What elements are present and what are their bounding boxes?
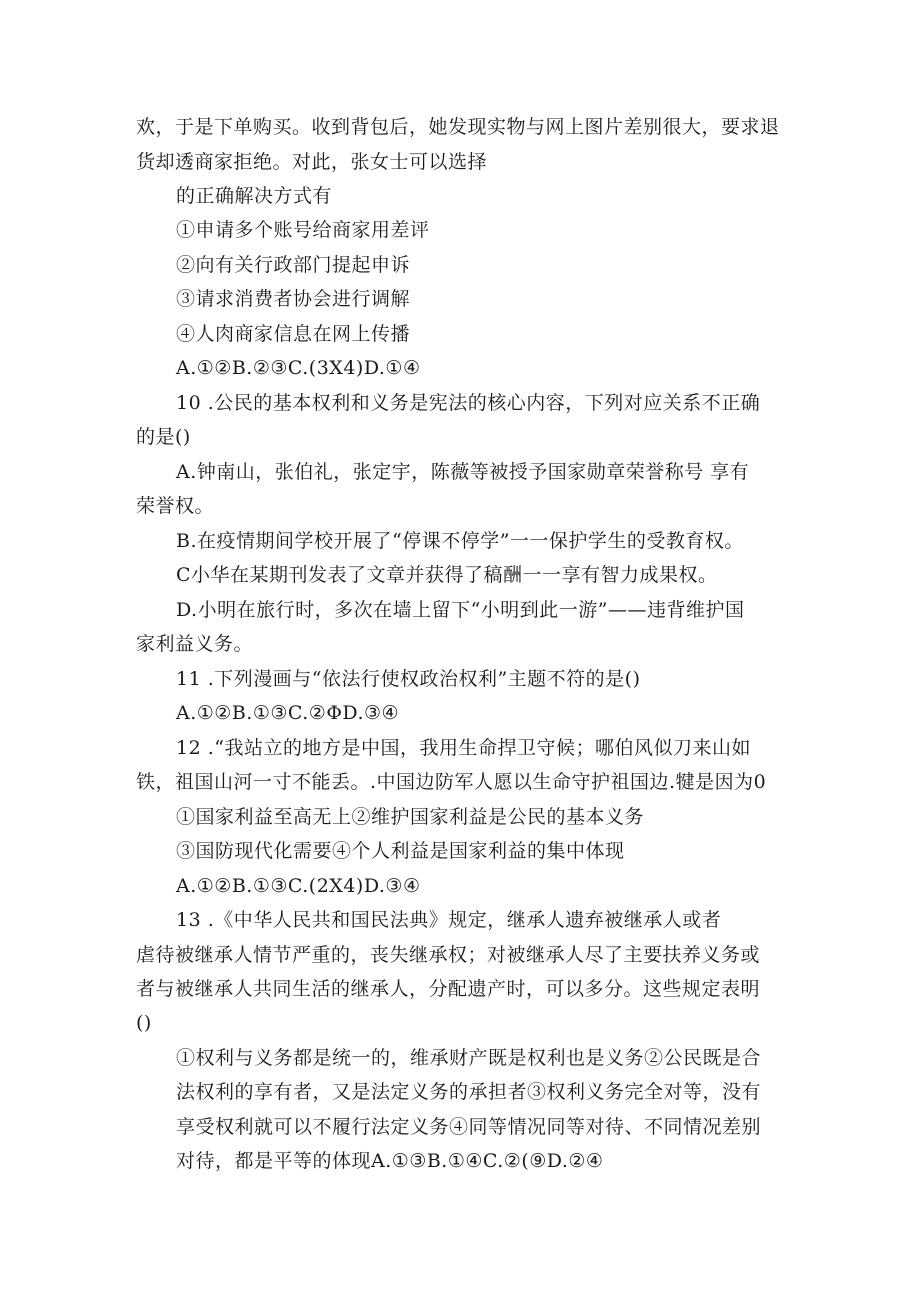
option-line: 享受权利就可以不履行法定义务④同等情况同等对待、不同情况差别 bbox=[176, 1116, 762, 1138]
text-line: () bbox=[136, 1012, 152, 1034]
option-line: ③请求消费者协会进行调解 bbox=[176, 288, 411, 310]
option-line: ③国防现代化需要④个人利益是国家利益的集中体现 bbox=[176, 840, 625, 862]
text-line: 的正确解决方式有 bbox=[176, 185, 333, 207]
option-line: ④人肉商家信息在网上传播 bbox=[176, 323, 411, 345]
answer-choices: A.①②B.①③C.②ΦD.③④ bbox=[176, 702, 400, 724]
question-10: 10 .公民的基本权利和义务是宪法的核心内容，下列对应关系不正确 bbox=[176, 392, 761, 414]
option-line: 对待，都是平等的体现A.①③B.①④C.②(⑨D.②④ bbox=[176, 1150, 604, 1172]
option-line: ①申请多个账号给商家用差评 bbox=[176, 219, 430, 241]
option-line: C小华在某期刊发表了文章并获得了稿酬一一享有智力成果权。 bbox=[176, 564, 718, 586]
question-11: 11 .下列漫画与“依法行使权政治权利”主题不符的是() bbox=[176, 668, 641, 690]
question-12: 12 .“我站立的地方是中国，我用生命捍卫守候；哪伯风似刀来山如 bbox=[176, 737, 751, 759]
option-line: ①权利与义务都是统一的，维承财产既是权利也是义务②公民既是合 bbox=[176, 1047, 762, 1069]
question-13: 13 .《中华人民共和国民法典》规定，继承人遗弃被继承人或者 bbox=[176, 909, 722, 931]
answer-choices: A.①②B.①③C.(2X4)D.③④ bbox=[176, 875, 421, 897]
option-line: D.小明在旅行时，多次在墙上留下“小明到此一游”——违背维护国 bbox=[176, 599, 745, 621]
text-line: 铁，祖国山河一寸不能丢。.中国边防军人愿以生命守护祖国边.犍是因为0 bbox=[136, 771, 767, 793]
text-line: 欢，于是下单购买。收到背包后，她发现实物与网上图片差别很大，要求退 bbox=[136, 116, 780, 138]
text-line: 荣誉权。 bbox=[136, 495, 215, 517]
text-line: 虐待被继承人情节严重的，丧失继承权；对被继承人尽了主要扶养义务或 bbox=[136, 944, 761, 966]
option-line: 法权利的享有者，又是法定义务的承担者③权利义务完全对等，没有 bbox=[176, 1081, 762, 1103]
option-line: ②向有关行政部门提起申诉 bbox=[176, 254, 411, 276]
text-line: 家利益义务。 bbox=[136, 633, 254, 655]
option-line: B.在疫情期间学校开展了“停课不停学”一一保护学生的受教育权。 bbox=[176, 530, 744, 552]
option-line: ①国家利益至高无上②维护国家利益是公民的基本义务 bbox=[176, 806, 645, 828]
answer-choices: A.①②B.②③C.(3X4)D.①④ bbox=[176, 357, 421, 379]
text-line: 货却透商家拒绝。对此，张女士可以选择 bbox=[136, 151, 488, 173]
option-line: A.钟南山，张伯礼，张定宇，陈薇等被授予国家勋章荣誉称号 享有 bbox=[176, 461, 750, 483]
text-line: 者与被继承人共同生活的继承人，分配遗产时，可以多分。这些规定表明 bbox=[136, 978, 761, 1000]
text-line: 的是() bbox=[136, 426, 191, 448]
